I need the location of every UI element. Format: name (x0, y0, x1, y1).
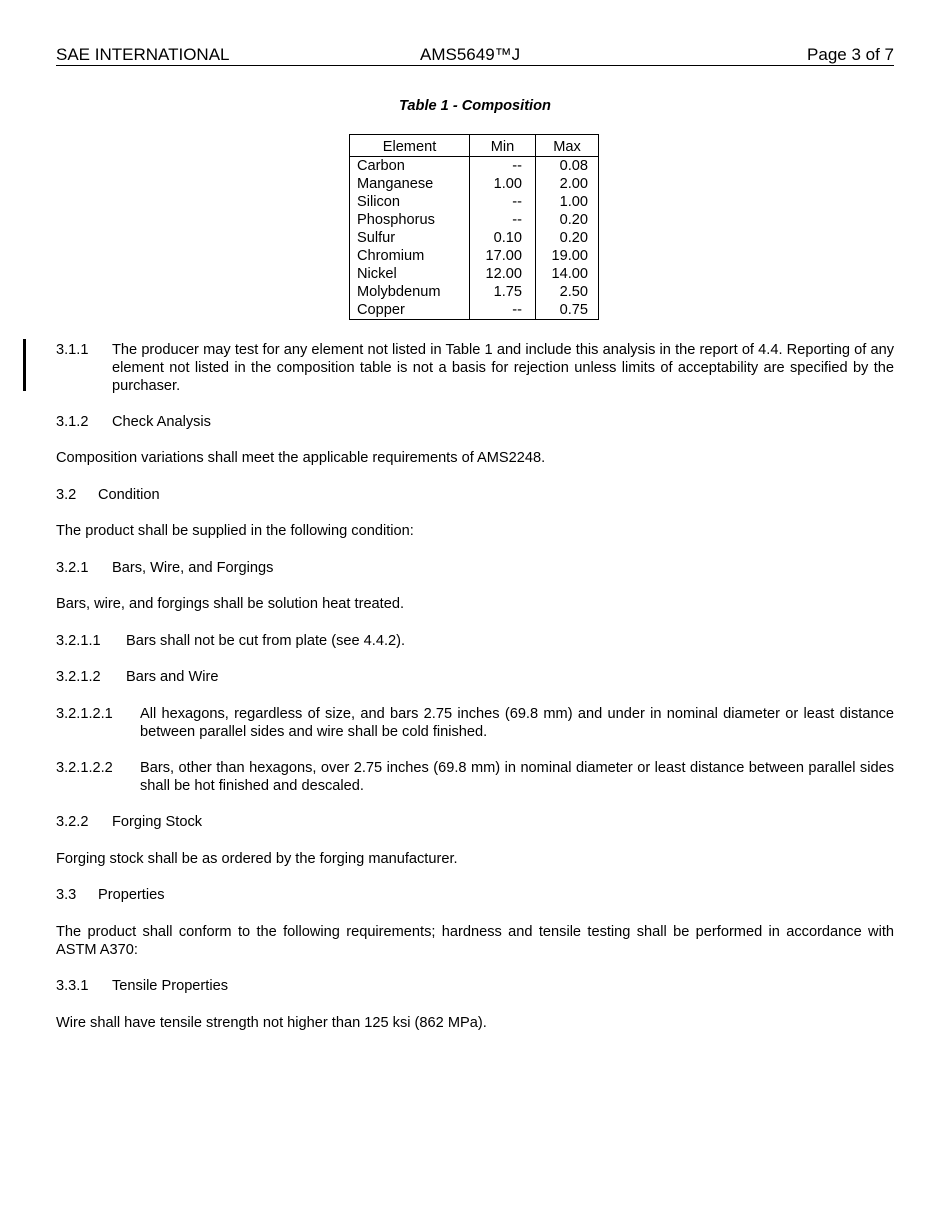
heading-3-2 (56, 486, 894, 504)
cell-min: -- (470, 157, 536, 176)
cell-min: 1.00 (470, 175, 536, 193)
cell-max: 19.00 (536, 247, 599, 265)
header-org: SAE INTERNATIONAL (56, 45, 230, 64)
section-text: The producer may test for any element not listed in Table 1 and include this analysis in the report of 4.4. Reporting of any element not listed in the composition table is not a basis for rejection unless limits of acceptability are specified by the purchaser. (112, 342, 894, 394)
cell-max: 0.20 (536, 229, 599, 247)
header-element: Element (350, 135, 470, 157)
composition-table (349, 134, 599, 320)
cell-element: Copper (350, 301, 470, 320)
section-title: Condition (98, 487, 160, 503)
section-title: Properties (98, 887, 165, 903)
section-title: Bars, Wire, and Forgings (112, 560, 274, 576)
header-min: Min (470, 135, 536, 157)
section-number: 3.2.2 (56, 814, 89, 830)
section-text: Bars, other than hexagons, over 2.75 inches (69.8 mm) in nominal diameter or least distance between parallel sides shall be hot finished and descaled. (140, 760, 894, 794)
cell-element: Molybdenum (350, 283, 470, 301)
cell-element: Manganese (350, 175, 470, 193)
section-3-2-1-1 (56, 632, 894, 650)
heading-3-2-1-2 (56, 668, 894, 686)
section-number: 3.2.1.2 (56, 669, 101, 685)
section-3-2-1-2-2 (56, 759, 894, 795)
table-row (350, 193, 599, 211)
table-row (350, 175, 599, 193)
cell-min: 1.75 (470, 283, 536, 301)
header-doc-id: AMS5649™J (420, 45, 521, 64)
heading-3-1-2 (56, 413, 894, 431)
table-row (350, 265, 599, 283)
cell-element: Chromium (350, 247, 470, 265)
section-number: 3.2 (56, 487, 77, 503)
table-caption: Table 1 - Composition (399, 98, 551, 114)
header-max: Max (536, 135, 599, 157)
heading-3-3 (56, 886, 894, 904)
cell-min: 17.00 (470, 247, 536, 265)
cell-min: -- (470, 193, 536, 211)
paragraph-condition: The product shall be supplied in the following condition: (56, 523, 414, 539)
table-row (350, 211, 599, 229)
table-row (350, 301, 599, 320)
table-row (350, 283, 599, 301)
cell-max: 2.00 (536, 175, 599, 193)
page-header (56, 44, 894, 66)
revision-change-bar (23, 339, 26, 391)
cell-min: -- (470, 301, 536, 320)
section-number: 3.2.1.1 (56, 633, 101, 649)
section-3-1-1 (56, 341, 894, 395)
section-title: Check Analysis (112, 414, 211, 430)
heading-3-2-2 (56, 813, 894, 831)
cell-min: 0.10 (470, 229, 536, 247)
paragraph-bars-wire-forgings: Bars, wire, and forgings shall be solution heat treated. (56, 596, 405, 612)
table-header-row (350, 135, 599, 157)
cell-max: 1.00 (536, 193, 599, 211)
section-number: 3.3.1 (56, 978, 89, 994)
section-number: 3.2.1 (56, 560, 89, 576)
table-row (350, 157, 599, 176)
paragraph-forging-stock: Forging stock shall be as ordered by the forging manufacturer. (56, 851, 458, 867)
header-page-number: Page 3 of 7 (807, 45, 894, 64)
section-number: 3.1.1 (56, 342, 89, 358)
paragraph-check-analysis: Composition variations shall meet the applicable requirements of AMS2248. (56, 450, 546, 466)
paragraph-tensile-properties: Wire shall have tensile strength not higher than 125 ksi (862 MPa). (56, 1015, 487, 1031)
cell-max: 0.20 (536, 211, 599, 229)
section-number: 3.3 (56, 887, 77, 903)
cell-element: Phosphorus (350, 211, 470, 229)
section-number: 3.2.1.2.1 (56, 706, 113, 722)
section-title: Bars and Wire (126, 669, 219, 685)
table-row (350, 247, 599, 265)
cell-element: Nickel (350, 265, 470, 283)
cell-element: Silicon (350, 193, 470, 211)
cell-min: 12.00 (470, 265, 536, 283)
cell-max: 2.50 (536, 283, 599, 301)
paragraph-properties: The product shall conform to the following requirements; hardness and tensile testing shall be performed in accordance with ASTM A370: (56, 924, 894, 958)
heading-3-3-1 (56, 977, 894, 995)
cell-element: Sulfur (350, 229, 470, 247)
cell-max: 14.00 (536, 265, 599, 283)
section-title: Tensile Properties (112, 978, 228, 994)
cell-min: -- (470, 211, 536, 229)
section-title: Forging Stock (112, 814, 203, 830)
cell-max: 0.75 (536, 301, 599, 320)
heading-3-2-1 (56, 559, 894, 577)
table-row (350, 229, 599, 247)
section-text: All hexagons, regardless of size, and bars 2.75 inches (69.8 mm) and under in nominal diameter or least distance between parallel sides and wire shall be cold finished. (140, 706, 894, 740)
section-text: Bars shall not be cut from plate (see 4.4.2). (126, 633, 406, 649)
section-3-2-1-2-1 (56, 705, 894, 741)
section-number: 3.2.1.2.2 (56, 760, 113, 776)
section-number: 3.1.2 (56, 414, 89, 430)
cell-element: Carbon (350, 157, 470, 176)
cell-max: 0.08 (536, 157, 599, 176)
